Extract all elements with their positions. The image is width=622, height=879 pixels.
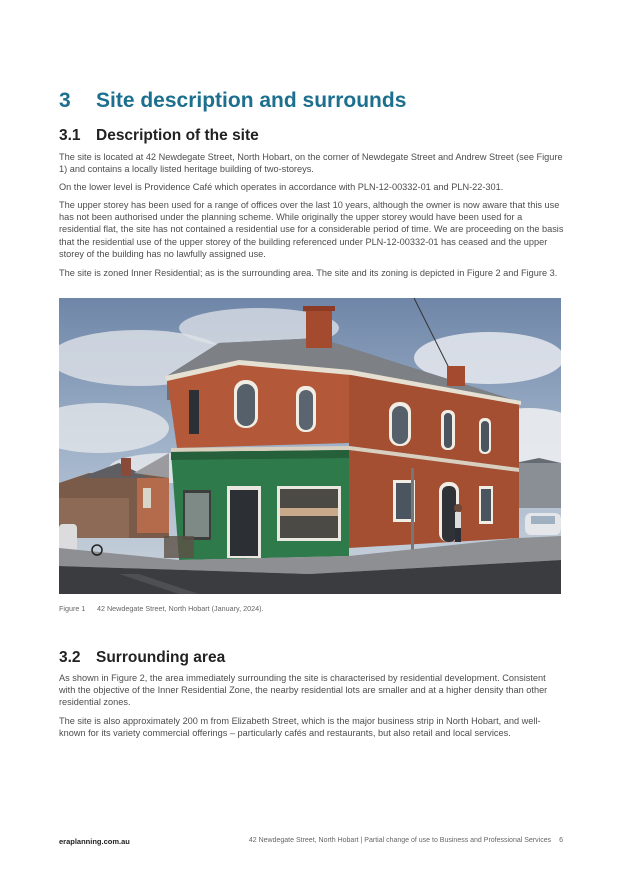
section-heading: [59, 89, 406, 113]
paragraph: The upper storey has been used for a range of offices over the last 10 years, although the owner is now aware that this use has not been authorised under the planning scheme. While originally the upper storey would have been used for a residential flat, the site has not contained a residential use for a considerable period of time. We are proceeding on the basis that the residential use of the upper storey of the building referenced under PLN-12-00332-01 has ceased and the upper storey of the building has no lawfully assigned use.: [59, 200, 564, 259]
subsection-number: 3.2: [59, 649, 81, 666]
figure-label: Figure 1: [59, 604, 86, 613]
footer-doc-info: [249, 837, 563, 844]
subsection-heading-surrounding: [59, 649, 225, 667]
figure-caption: [59, 604, 263, 613]
subsection-title: Description of the site: [96, 127, 259, 144]
subsection-title: Surrounding area: [96, 649, 226, 666]
figure-caption-text: 42 Newdegate Street, North Hobart (January, 2024).: [97, 604, 264, 613]
footer-website: eraplanning.com.au: [59, 837, 130, 846]
footer-doc-title: 42 Newdegate Street, North Hobart | Partial change of use to Business and Professional Services: [248, 837, 552, 844]
site-photo: [59, 298, 561, 594]
paragraph: The site is zoned Inner Residential; as is the surrounding area. The site and its zoning is depicted in Figure 2 and Figure 3.: [59, 268, 558, 278]
paragraph: On the lower level is Providence Café which operates in accordance with PLN-12-00332-01 and PLN-22-301.: [59, 182, 504, 192]
page-number: 6: [559, 837, 563, 844]
section-number: 3: [59, 89, 71, 112]
subsection-number: 3.1: [59, 127, 81, 144]
paragraph: The site is also approximately 200 m from Elizabeth Street, which is the major business strip in North Hobart, and well-known for its variety commercial offerings – particularly cafés and restaurants, but also retail and local services.: [59, 716, 541, 739]
paragraph: The site is located at 42 Newdegate Street, North Hobart, on the corner of Newdegate Street and Andrew Street (see Figure 1) and contains a locally listed heritage building of two-storeys.: [59, 152, 563, 175]
paragraph: As shown in Figure 2, the area immediately surrounding the site is characterised by residential development. Consistent with the objective of the Inner Residential Zone, the nearby residential lots are smaller and at a higher density than other residential zones.: [59, 673, 548, 708]
section-title: Site description and surrounds: [96, 89, 407, 112]
subsection-heading-site: [59, 127, 259, 145]
